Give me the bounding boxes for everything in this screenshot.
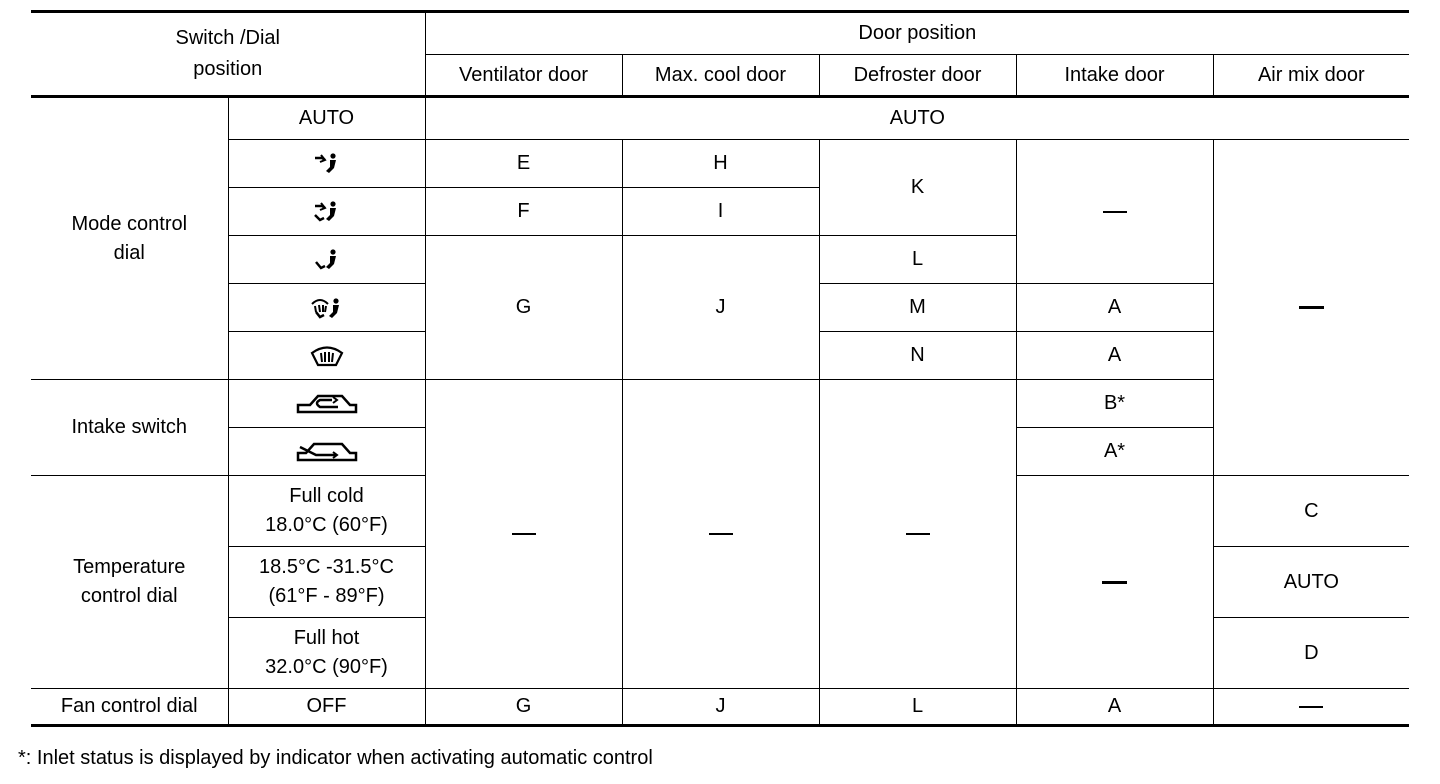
intake-cell-3: B* (1016, 380, 1213, 428)
intake-switch-label: Intake switch (31, 380, 228, 476)
temp-range-line1: 18.5°C -31.5°C (259, 556, 394, 578)
temp-full-cold-line1: Full cold (289, 485, 364, 507)
ventilator-none-cell (425, 380, 622, 689)
intake-temp-none-cell (1016, 476, 1213, 689)
defroster-cell-4: N (819, 332, 1016, 380)
mode-vent-icon (228, 140, 425, 188)
max-cool-none-cell (622, 380, 819, 689)
recirculation-icon (228, 380, 425, 428)
max-cool-cell-1: H (622, 140, 819, 188)
intake-mode-none-cell (1016, 140, 1213, 284)
door-position-table (31, 10, 1409, 727)
temperature-control-label-line1: Temperature (73, 556, 186, 578)
ventilator-cell-2: F (425, 188, 622, 236)
header-switch-dial-line1: Switch /Dial (175, 27, 280, 49)
temp-range-line2: (61°F - 89°F) (268, 585, 385, 607)
mode-foot-icon (228, 236, 425, 284)
defroster-cell-3: M (819, 284, 1016, 332)
temperature-control-label (31, 476, 228, 689)
fan-ventilator-cell: G (425, 689, 622, 726)
defroster-cell-1: K (819, 140, 1016, 236)
mode-foot-defrost-icon (228, 284, 425, 332)
air-mix-range-cell: AUTO (1213, 547, 1409, 618)
mode-bilevel-icon (228, 188, 425, 236)
air-mix-mode-intake-none-cell (1213, 140, 1409, 476)
mode-control-label-line2: dial (113, 241, 145, 264)
footnote: *: Inlet status is displayed by indicator when activating automatic control (18, 747, 653, 769)
fan-max-cool-cell: J (622, 689, 819, 726)
ventilator-cell-1: E (425, 140, 622, 188)
temp-full-hot-cell (228, 618, 425, 689)
temp-full-cold-line2: 18.0°C (60°F) (265, 514, 388, 536)
intake-cell-4: A* (1016, 428, 1213, 476)
auto-all-doors-cell: AUTO (425, 97, 1409, 140)
fan-defroster-cell: L (819, 689, 1016, 726)
fan-off-cell: OFF (228, 689, 425, 726)
intake-cell-2: A (1016, 332, 1213, 380)
mode-control-label-line1: Mode control (71, 212, 188, 235)
header-ventilator-door: Ventilator door (425, 55, 622, 97)
auto-switch-cell: AUTO (228, 97, 425, 140)
mode-defrost-icon (228, 332, 425, 380)
temp-full-cold-cell (228, 476, 425, 547)
header-max-cool-door: Max. cool door (622, 55, 819, 97)
fan-intake-cell: A (1016, 689, 1213, 726)
header-switch-dial-line2: position (193, 58, 263, 80)
header-air-mix-door: Air mix door (1213, 55, 1409, 97)
max-cool-cell-3: J (622, 236, 819, 380)
temp-full-hot-line2: 32.0°C (90°F) (265, 656, 388, 678)
header-defroster-door: Defroster door (819, 55, 1016, 97)
fresh-air-icon (228, 428, 425, 476)
header-door-position: Door position (425, 12, 1409, 55)
max-cool-cell-2: I (622, 188, 819, 236)
mode-control-label (31, 97, 228, 380)
intake-cell-1: A (1016, 284, 1213, 332)
defroster-none-cell (819, 380, 1016, 689)
temp-full-hot-line1: Full hot (293, 627, 360, 649)
fan-control-label: Fan control dial (31, 689, 228, 726)
ventilator-cell-3: G (425, 236, 622, 380)
defroster-cell-2: L (819, 236, 1016, 284)
temperature-control-label-line2: control dial (80, 585, 178, 607)
header-intake-door: Intake door (1016, 55, 1213, 97)
fan-air-mix-none-cell (1213, 689, 1409, 726)
temp-range-cell (228, 547, 425, 618)
air-mix-full-hot-cell: D (1213, 618, 1409, 689)
header-switch-dial-position (31, 12, 425, 97)
air-mix-full-cold-cell: C (1213, 476, 1409, 547)
